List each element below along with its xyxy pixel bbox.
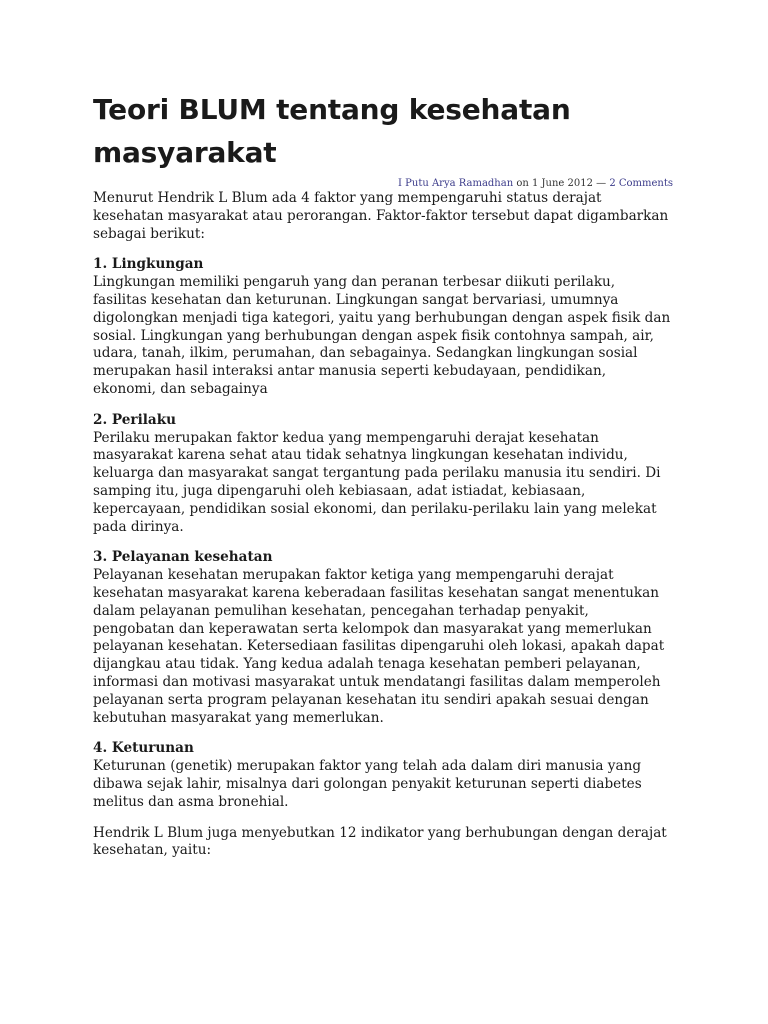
article-meta (93, 177, 673, 190)
article-body (93, 190, 673, 860)
section-text: Perilaku merupakan faktor kedua yang mempengaruhi derajat kesehatan masyarakat karena sehat atau tidak sehatnya lingkungan kesehatan individu, keluarga dan masyarakat sangat tergantung pada perilaku manusia itu sendiri. Di samping itu, juga dipengaruhi oleh kebiasaan, adat istiadat, kebiasaan, kepercayaan, pendidikan sosial ekonomi, dan perilaku-perilaku lain yang melekat pada dirinya. (93, 429, 661, 535)
article-title: Teori BLUM tentang kesehatan masyarakat (93, 93, 571, 169)
section-heading: 4. Keturunan (93, 740, 194, 757)
section-text: Pelayanan kesehatan merupakan faktor ketiga yang mempengaruhi derajat kesehatan masyarakat karena keberadaan fasilitas kesehatan sangat menentukan dalam pelayanan pemulihan kesehatan, pencegahan terhadap penyakit, pengobatan dan keperawatan serta kelompok dan masyarakat yang memerlukan pelayanan kesehatan. Ketersediaan fasilitas dipengaruhi oleh lokasi, apakah dapat dijangkau atau tidak. Yang kedua adalah tenaga kesehatan pemberi pelayanan, informasi dan motivasi masyarakat untuk mendatangi fasilitas dalam memperoleh pelayanan serta program pelayanan kesehatan itu sendiri apakah sesuai dengan kebutuhan masyarakat yang memerlukan. (93, 567, 665, 726)
intro-paragraph: Menurut Hendrik L Blum ada 4 faktor yang mempengaruhi status derajat kesehatan masyarakat atau perorangan. Faktor-faktor tersebut dapat digambarkan sebagai berikut: (93, 190, 669, 242)
comments-link[interactable]: 2 Comments (609, 178, 673, 189)
section-text: Keturunan (genetik) merupakan faktor yang telah ada dalam diri manusia yang dibawa sejak lahir, misalnya dari golongan penyakit keturunan seperti diabetes melitus dan asma bronehial. (93, 758, 642, 810)
closing-paragraph: Hendrik L Blum juga menyebutkan 12 indikator yang berhubungan dengan derajat kesehatan, yaitu: (93, 824, 667, 859)
section-text: Lingkungan memiliki pengaruh yang dan peranan terbesar diikuti perilaku, fasilitas kesehatan dan keturunan. Lingkungan sangat bervariasi, umumnya digolongkan menjadi tiga kategori, yaitu yang berhubungan dengan aspek fisik dan sosial. Lingkungan yang berhubungan dengan aspek fisik contohnya sampah, air, udara, tanah, ilkim, perumahan, dan sebagainya. Sedangkan lingkungan sosial merupakan hasil interaksi antar manusia seperti kebudayaan, pendidikan, ekonomi, dan sebagainya (93, 274, 671, 397)
section-heading: 3. Pelayanan kesehatan (93, 549, 273, 566)
author-link[interactable]: I Putu Arya Ramadhan (398, 178, 514, 189)
section-heading: 2. Perilaku (93, 411, 177, 428)
section-heading: 1. Lingkungan (93, 256, 204, 273)
section-pelayanan-kesehatan (93, 549, 673, 727)
section-keturunan (93, 740, 673, 811)
post-date: on 1 June 2012 — (513, 178, 610, 189)
section-perilaku (93, 412, 673, 537)
article (93, 88, 673, 873)
section-lingkungan (93, 256, 673, 398)
